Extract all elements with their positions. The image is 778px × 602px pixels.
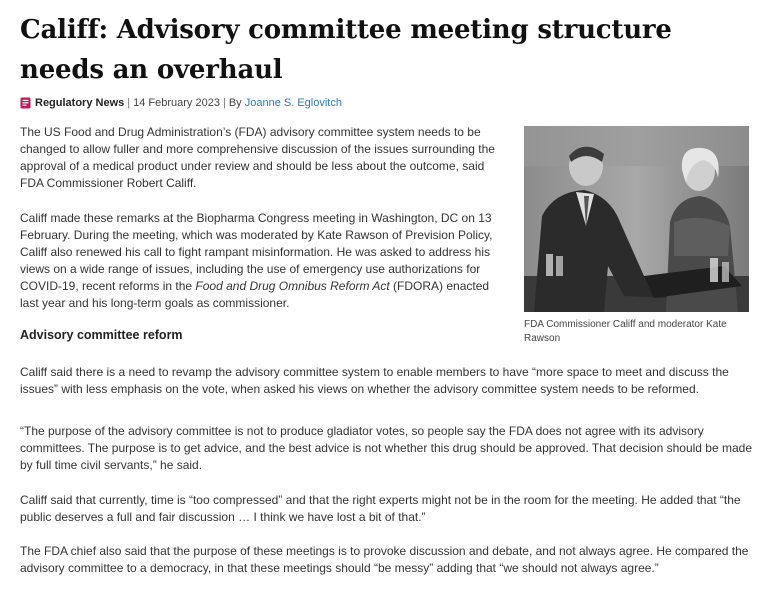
article-photo xyxy=(524,126,749,312)
paragraph-reform: Califf said there is a need to revamp the advisory committee system to enable members to have “more space to meet and discuss the issues” with less emphasis on the vote, when asked his views on whether the advisory committee system needs to be reformed. xyxy=(20,365,729,396)
photo-caption: FDA Commissioner Califf and moderator Kate Rawson xyxy=(524,319,727,344)
meta-separator: | xyxy=(222,97,226,109)
publish-date: 14 February 2023 xyxy=(133,97,220,109)
author-link[interactable]: Joanne S. Eglovitch xyxy=(244,97,342,109)
paragraph-text: (FDORA) enacted last year and his long-term goals as commissioner. xyxy=(20,279,490,310)
paragraph-context xyxy=(20,210,502,312)
byline-label: By xyxy=(228,97,242,109)
meta-separator: | xyxy=(127,97,131,109)
paragraph-democracy: The FDA chief also said that the purpose of these meetings is to provoke discussion and debate, and not always agree. He compared the advisory committee to a democracy, in that these meetings should “be messy” adding that “we should not always agree.” xyxy=(20,544,749,575)
section-heading: Advisory committee reform xyxy=(20,328,183,342)
article-title: Califf: Advisory committee meeting structure needs an overhaul xyxy=(20,15,672,85)
paragraph-compressed: Califf said that currently, time is “too compressed” and that the right experts might not be in the room for the meeting. He added that “the public deserves a full and fair discussion … I think we have lost a bit of that.” xyxy=(20,493,741,524)
article-meta xyxy=(20,97,342,109)
regulatory-news-icon xyxy=(20,97,31,109)
photo-illustration xyxy=(524,126,749,312)
law-name: Food and Drug Omnibus Reform Act xyxy=(195,279,390,293)
paragraph-quote: “The purpose of the advisory committee is not to produce gladiator votes, so people say the FDA does not agree with its advisory committees. The purpose is to get advice, and the best advice is not whether this drug should be approved. That decision should be made by full time civil servants,” he said. xyxy=(20,424,752,472)
paragraph-intro: The US Food and Drug Administration’s (FDA) advisory committee system needs to be changed to allow fuller and more comprehensive discussion of the issues surrounding the approval of a medical product under review and should be less about the outcome, said FDA Commissioner Robert Califf. xyxy=(20,125,495,190)
paragraph-text: Califf made these remarks at the Biopharma Congress meeting in Washington, DC on 13 February. During the meeting, which was moderated by Kate Rawson of Prevision Policy, Califf also renewed his call to fight rampant misinformation. He was asked to address his views on a wide range of issues, including the use of emergency use authorizations for COVID-19, recent reforms in the xyxy=(20,211,493,293)
category-label[interactable]: Regulatory News xyxy=(35,97,125,109)
